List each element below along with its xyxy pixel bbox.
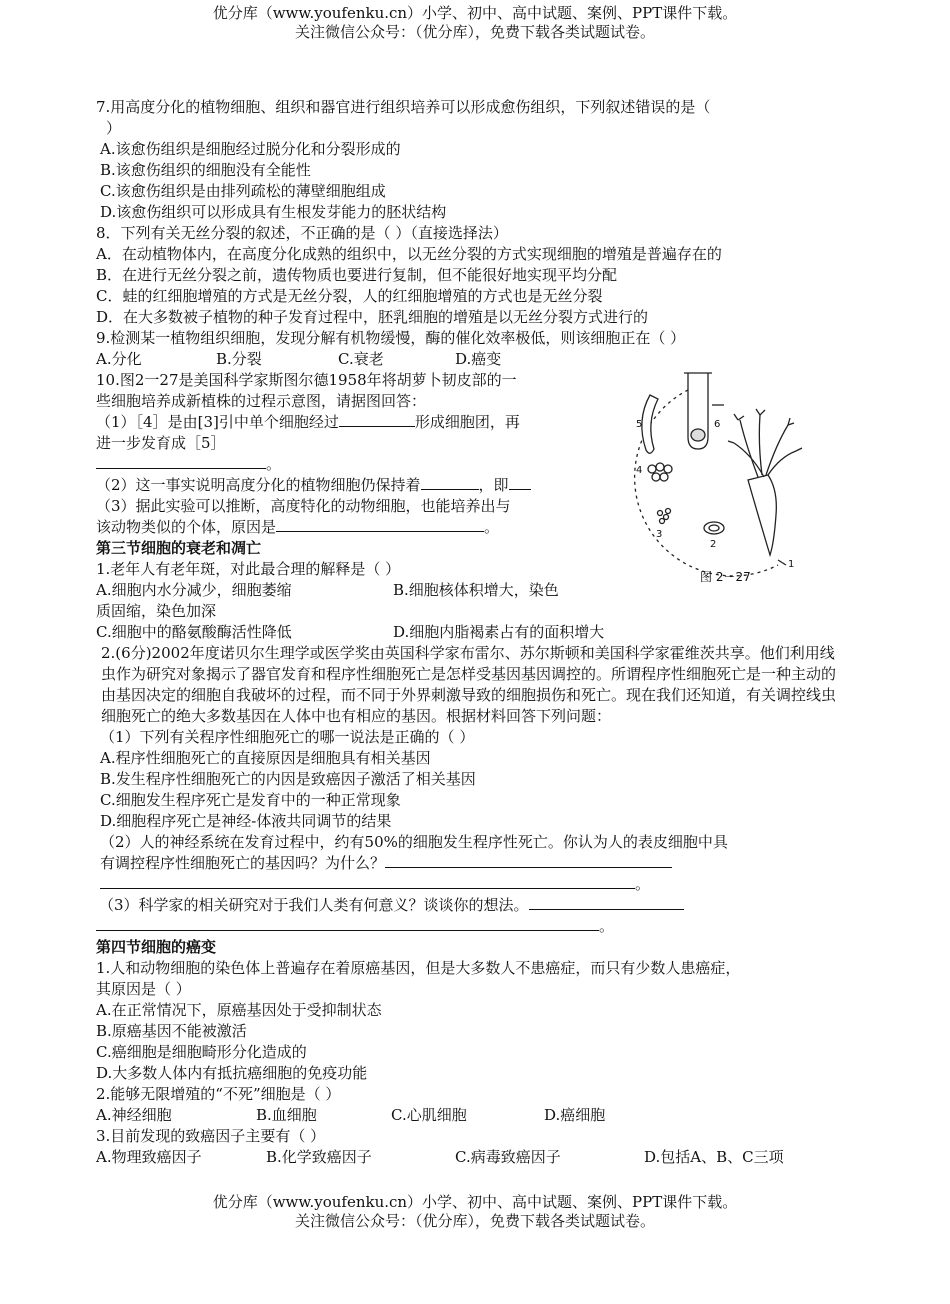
figure-carrot-culture	[628, 365, 873, 585]
q10-blank-5[interactable]	[276, 517, 484, 532]
q10-blank-2[interactable]	[96, 454, 266, 469]
q10-blank-3[interactable]	[421, 475, 479, 490]
s3-q2-sub2-line1: （2）人的神经系统在发育过程中，约有50%的细胞发生程序性死亡。你认为人的表皮细胞中具	[100, 833, 728, 851]
q9-option-c: C.衰老	[338, 350, 384, 368]
s4-q3-option-c: C.病毒致癌因子	[455, 1148, 561, 1166]
q8-option-a: A．在动植物体内，在高度分化成熟的组织中，以无丝分裂的方式实现细胞的增殖是普遍存在的	[96, 245, 722, 263]
s3-q2-sub3-line2	[96, 916, 866, 937]
q7-option-c: C.该愈伤组织是由排列疏松的薄壁细胞组成	[100, 182, 386, 200]
fig-label-5: 5	[636, 419, 643, 430]
s3-q2-option-d: D.细胞程序死亡是神经-体液共同调节的结果	[100, 812, 392, 830]
s3-q2-passage	[96, 643, 849, 727]
s3-q2-sub1: （1）下列有关程序性细胞死亡的哪一说法是正确的（ ）	[100, 728, 475, 746]
s3-q1-stem: 1.老年人有老年斑，对此最合理的解释是（ ）	[96, 560, 401, 578]
q7-stem: 7.用高度分化的植物细胞、组织和器官进行组织培养可以形成愈伤组织，下列叙述错误的是（	[96, 98, 711, 116]
s3-q2-blank-4[interactable]	[96, 916, 599, 931]
q7-stem-bracket: ）	[106, 119, 122, 137]
q8-option-b: B．在进行无丝分裂之前，遗传物质也要进行复制，但不能很好地实现平均分配	[96, 266, 618, 284]
fig-label-6: 6	[714, 419, 721, 430]
q10-sub1-text-b: 形成细胞团，再	[414, 413, 520, 431]
s4-q2-stem: 2.能够无限增殖的“不死”细胞是（ ）	[96, 1085, 341, 1103]
s4-q3-option-a: A.物理致癌因子	[96, 1148, 202, 1166]
q10-sub2-text: （2）这一事实说明高度分化的植物细胞仍保持着	[96, 476, 421, 494]
q10-blank-4[interactable]	[509, 475, 531, 490]
q10-line-2: 些细胞培养成新植株的过程示意图，请据图回答：	[96, 392, 427, 410]
q9-option-d: D.癌变	[455, 350, 502, 368]
s3-q2-option-b: B.发生程序性细胞死亡的内因是致癌因子激活了相关基因	[100, 770, 476, 788]
page-footer	[0, 1193, 950, 1231]
s3-q2-sub2-end: 。	[635, 875, 651, 893]
s4-q1-option-c: C.癌细胞是细胞畸形分化造成的	[96, 1043, 307, 1061]
s3-q2-sub3-line1	[96, 895, 866, 916]
s3-q2-sub3-end: 。	[599, 917, 615, 935]
q10-sub2-text-b: ，即	[478, 476, 509, 494]
q8-option-d: D．在大多数被子植物的种子发育过程中，胚乳细胞的增殖是以无丝分裂方式进行的	[96, 308, 649, 326]
q8-option-c: C．蛙的红细胞增殖的方式是无丝分裂，人的红细胞增殖的方式也是无丝分裂	[96, 287, 603, 305]
q10-line-5-end: 。	[266, 455, 282, 473]
page-header	[0, 4, 950, 42]
q10-sub3-text: 该动物类似的个体，原因是	[96, 518, 277, 536]
s3-q1-option-b-cont: 质固缩，染色加深	[96, 602, 217, 620]
s3-q2-sub3-text: （3）科学家的相关研究对于我们人类有何意义？谈谈你的想法。	[99, 896, 529, 914]
s4-q3-option-b: B.化学致癌因子	[266, 1148, 372, 1166]
s4-q2-option-d: D.癌细胞	[544, 1106, 606, 1124]
s3-q1-option-b: B.细胞核体积增大，染色	[393, 581, 559, 599]
footer-line-2: 关注微信公众号：（优分库），免费下载各类试题试卷。	[294, 1212, 655, 1230]
q10-line-5	[96, 454, 606, 475]
s3-q2-option-c: C.细胞发生程序死亡是发育中的一种正常现象	[100, 791, 401, 809]
q8-stem: 8．下列有关无丝分裂的叙述，不正确的是（ ）（直接选择法）	[96, 224, 508, 242]
stalk	[642, 395, 658, 453]
q10-line-1: 10.图2一27是美国科学家斯图尔德1958年将胡萝卜韧皮部的一	[96, 371, 517, 389]
carrot	[748, 475, 776, 555]
header-line-2: 关注微信公众号：（优分库），免费下载各类试题试卷。	[294, 23, 655, 41]
fig-label-2: 2	[710, 539, 717, 550]
s4-q1-option-b: B.原癌基因不能被激活	[96, 1022, 247, 1040]
footer-line-1: 优分库（www.youfenku.cn）小学、初中、高中试题、案例、PPT课件下载。	[212, 1193, 738, 1211]
s3-q2-sub2-text: 有调控程序性细胞死亡的基因吗？为什么？	[100, 854, 386, 872]
worksheet-content	[96, 97, 866, 1168]
fig-label-3: 3	[656, 529, 663, 540]
s4-q2-option-b: B.血细胞	[256, 1106, 317, 1124]
s4-q3-stem: 3.目前发现的致癌因子主要有（ ）	[96, 1127, 326, 1145]
q7-option-b: B.该愈伤组织的细胞没有全能性	[100, 161, 311, 179]
q9-option-b: B.分裂	[216, 350, 262, 368]
s3-q2-sub2-line3	[96, 874, 866, 895]
s3-q2-passage-text: 2.(6分)2002年度诺贝尔生理学或医学奖由英国科学家布雷尔、苏尔斯顿和美国科学家霍维茨共享。他们利用线虫作为研究对象揭示了器官发育和程序性细胞死亡是怎样受基因基因调控的。所谓程序性细胞死亡是一种主动的由基因决定的细胞自我破坏的过程，而不同于外界刺激导致的细胞损伤和死亡。现在我们还知道，有关调控线虫细胞死亡的绝大多数基因在人体中也有相应的基因。根据材料回答下列问题：	[101, 644, 837, 725]
s4-q1-stem-2: 其原因是（ ）	[96, 980, 191, 998]
s3-q2-blank-2[interactable]	[100, 874, 635, 889]
q10-sub1-text: （1）［4］是由[3]引中单个细胞经过	[96, 413, 339, 431]
carrot-leaves	[734, 415, 796, 477]
s3-q1-option-c: C.细胞中的酪氨酸酶活性降低	[96, 623, 292, 641]
fig-label-4: 4	[636, 465, 643, 476]
s4-q3-option-d: D.包括A、B、C三项	[644, 1148, 784, 1166]
s4-q1-option-d: D.大多数人体内有抵抗癌细胞的免疫功能	[96, 1064, 368, 1082]
s3-q2-option-a: A.程序性细胞死亡的直接原因是细胞具有相关基因	[100, 749, 431, 767]
section-3-title: 第三节细胞的衰老和凋亡	[96, 539, 262, 557]
s4-q1-stem-1: 1.人和动物细胞的染色体上普遍存在着原癌基因，但是大多数人不患癌症，而只有少数人患癌症，	[96, 959, 741, 977]
s4-q3-options	[96, 1147, 866, 1168]
s3-q1-option-a: A.细胞内水分减少，细胞萎缩	[96, 581, 292, 599]
s3-q1-option-d: D.细胞内脂褐素占有的面积增大	[393, 623, 605, 641]
q10-line-6	[96, 475, 606, 496]
s3-q2-sub2-line2	[96, 853, 866, 874]
q10-line-7: （3）据此实验可以推断，高度特化的动物细胞，也能培养出与	[96, 497, 511, 515]
q9-option-a: A.分化	[96, 350, 142, 368]
q10-line-8-end: 。	[484, 518, 500, 536]
s4-q2-options	[96, 1105, 866, 1126]
fig-label-1: 1	[788, 559, 795, 570]
figure-caption: 图 2－27	[700, 570, 751, 584]
q10-block	[96, 370, 606, 538]
section-4-title: 第四节细胞的癌变	[96, 938, 217, 956]
s3-q2-blank-3[interactable]	[529, 895, 684, 910]
q7-option-a: A.该愈伤组织是细胞经过脱分化和分裂形成的	[100, 140, 401, 158]
q7-option-d: D.该愈伤组织可以形成具有生根发芽能力的胚状结构	[100, 203, 447, 221]
s4-q1-option-a: A.在正常情况下，原癌基因处于受抑制状态	[96, 1001, 382, 1019]
q10-line-4: 进一步发育成［5］	[96, 434, 226, 452]
s4-q2-option-a: A.神经细胞	[96, 1106, 172, 1124]
q10-line-8	[96, 517, 606, 538]
q9-stem: 9.检测某一植物组织细胞，发现分解有机物缓慢，酶的催化效率极低，则该细胞正在（ ）	[96, 329, 686, 347]
s3-q2-blank-1[interactable]	[385, 853, 672, 868]
q10-blank-1[interactable]	[339, 412, 415, 427]
s3-q1-options-cd	[96, 622, 866, 643]
q10-line-3	[96, 412, 606, 433]
header-line-1: 优分库（www.youfenku.cn）小学、初中、高中试题、案例、PPT课件下载。	[212, 4, 738, 22]
s4-q2-option-c: C.心肌细胞	[391, 1106, 467, 1124]
